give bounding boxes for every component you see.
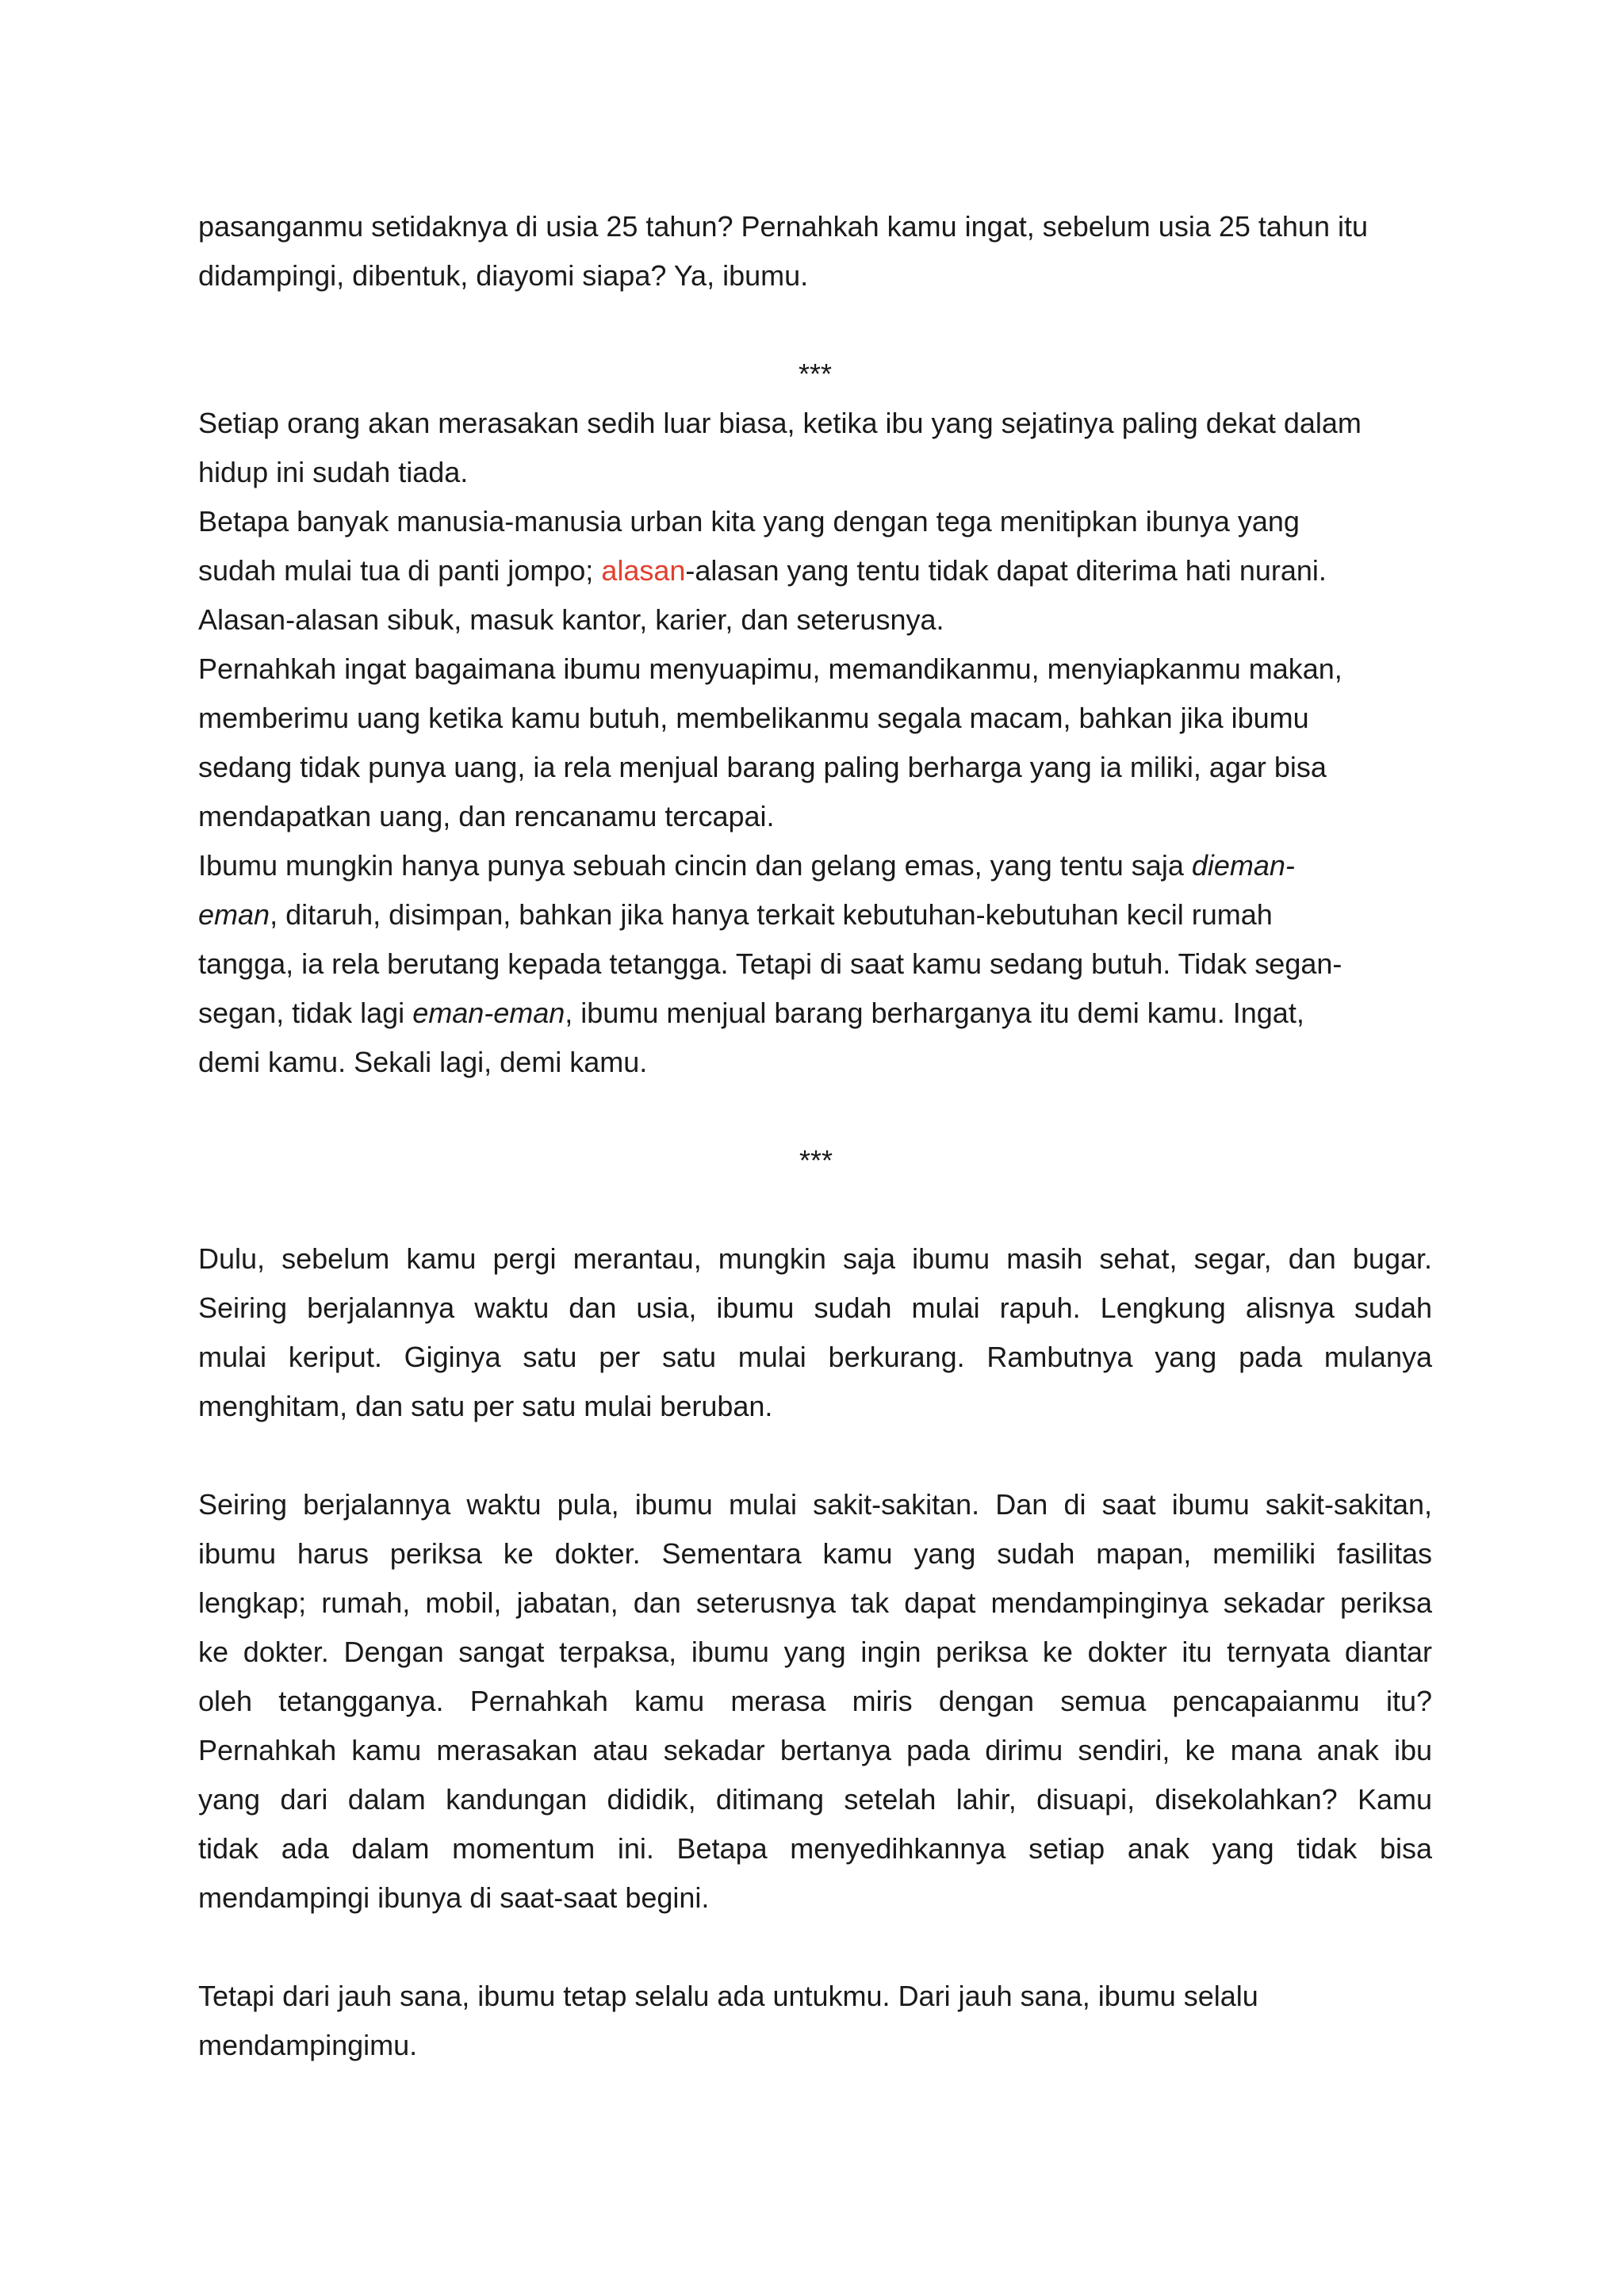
text-line: lengkap; rumah, mobil, jabatan, dan seterusnya tak dapat mendampinginya sekadar periksa [198, 1586, 1432, 1619]
text-line: mulai keriput. Giginya satu per satu mulai berkurang. Rambutnya yang pada mulanya [198, 1341, 1432, 1373]
paragraph-3 [198, 645, 1432, 841]
text-segment: Ibumu mungkin hanya punya sebuah cincin dan gelang emas, yang tentu saja [198, 849, 1192, 882]
text-line: hidup ini sudah tiada. [198, 456, 469, 488]
text-line: yang dari dalam kandungan dididik, ditimang setelah lahir, disuapi, disekolahkan? Kamu [198, 1783, 1432, 1816]
spacer [198, 1431, 1432, 1480]
spacer [198, 300, 1432, 350]
paragraph-5 [198, 1234, 1432, 1431]
text-line: memberimu uang ketika kamu butuh, membelikanmu segala macam, bahkan jika ibumu [198, 702, 1309, 734]
section-separator: *** [798, 358, 833, 390]
paragraph-2 [198, 497, 1432, 645]
text-line [198, 546, 1432, 595]
text-line: Pernahkah kamu merasakan atau sekadar bertanya pada dirimu sendiri, ke mana anak ibu [198, 1734, 1432, 1766]
text-line [198, 890, 1432, 939]
spacer [198, 1185, 1432, 1234]
italic-word: dieman- [1191, 849, 1295, 882]
text-line: demi kamu. Sekali lagi, demi kamu. [198, 1046, 648, 1078]
text-line: Betapa banyak manusia-manusia urban kita yang dengan tega menitipkan ibunya yang [198, 505, 1300, 538]
text-line: oleh tetangganya. Pernahkah kamu merasa miris dengan semua pencapaianmu itu? [198, 1685, 1432, 1717]
text-segment: , ibumu menjual barang berharganya itu demi kamu. Ingat, [565, 997, 1304, 1029]
text-line: mendampingimu. [198, 2029, 418, 2061]
section-separator: *** [799, 1144, 833, 1177]
text-line: Pernahkah ingat bagaimana ibumu menyuapimu, memandikanmu, menyiapkanmu makan, [198, 652, 1342, 685]
italic-word: eman [198, 898, 270, 931]
paragraph-1 [198, 399, 1432, 497]
text-line: Setiap orang akan merasakan sedih luar biasa, ketika ibu yang sejatinya paling dekat dalam [198, 407, 1362, 439]
text-line: mendampingi ibunya di saat-saat begini. [198, 1881, 710, 1914]
text-line: ibumu harus periksa ke dokter. Sementara kamu yang sudah mapan, memiliki fasilitas [198, 1537, 1432, 1570]
text-line: Alasan-alasan sibuk, masuk kantor, karier, dan seterusnya. [198, 603, 944, 636]
text-line: menghitam, dan satu per satu mulai beruban. [198, 1390, 773, 1422]
italic-word: eman-eman [412, 997, 565, 1029]
text-line: ke dokter. Dengan sangat terpaksa, ibumu yang ingin periksa ke dokter itu ternyata diantar [198, 1636, 1432, 1668]
paragraph-intro [198, 202, 1432, 300]
text-line: Dulu, sebelum kamu pergi merantau, mungkin saja ibumu masih sehat, segar, dan bugar. [198, 1242, 1432, 1275]
text-line: Seiring berjalannya waktu dan usia, ibumu sudah mulai rapuh. Lengkung alisnya sudah [198, 1292, 1432, 1324]
text-line [198, 989, 1432, 1038]
highlighted-word: alasan [601, 554, 686, 587]
text-line: didampingi, dibentuk, diayomi siapa? Ya, ibumu. [198, 259, 809, 292]
spacer [198, 1923, 1432, 1972]
text-line: tidak ada dalam momentum ini. Betapa menyedihkannya setiap anak yang tidak bisa [198, 1832, 1432, 1865]
text-line: pasanganmu setidaknya di usia 25 tahun? Pernahkah kamu ingat, sebelum usia 25 tahun itu [198, 210, 1368, 243]
text-line: Seiring berjalannya waktu pula, ibumu mulai sakit-sakitan. Dan di saat ibumu sakit-sakitan, [198, 1488, 1432, 1521]
text-line: mendapatkan uang, dan rencanamu tercapai. [198, 800, 775, 832]
text-line: tangga, ia rela berutang kepada tetangga. Tetapi di saat kamu sedang butuh. Tidak segan- [198, 947, 1342, 980]
text-segment: segan, tidak lagi [198, 997, 413, 1029]
paragraph-6 [198, 1480, 1432, 1923]
text-segment: sudah mulai tua di panti jompo; [198, 554, 602, 587]
text-line [198, 841, 1432, 890]
spacer [198, 1087, 1432, 1136]
paragraph-4 [198, 841, 1432, 1087]
document-page [198, 202, 1432, 2070]
paragraph-7 [198, 1972, 1432, 2070]
text-segment: , ditaruh, disimpan, bahkan jika hanya terkait kebutuhan-kebutuhan kecil rumah [270, 898, 1273, 931]
text-line: Tetapi dari jauh sana, ibumu tetap selalu ada untukmu. Dari jauh sana, ibumu selalu [198, 1980, 1258, 2012]
text-segment: -alasan yang tentu tidak dapat diterima hati nurani. [685, 554, 1327, 587]
text-line: sedang tidak punya uang, ia rela menjual barang paling berharga yang ia miliki, agar bisa [198, 751, 1327, 783]
